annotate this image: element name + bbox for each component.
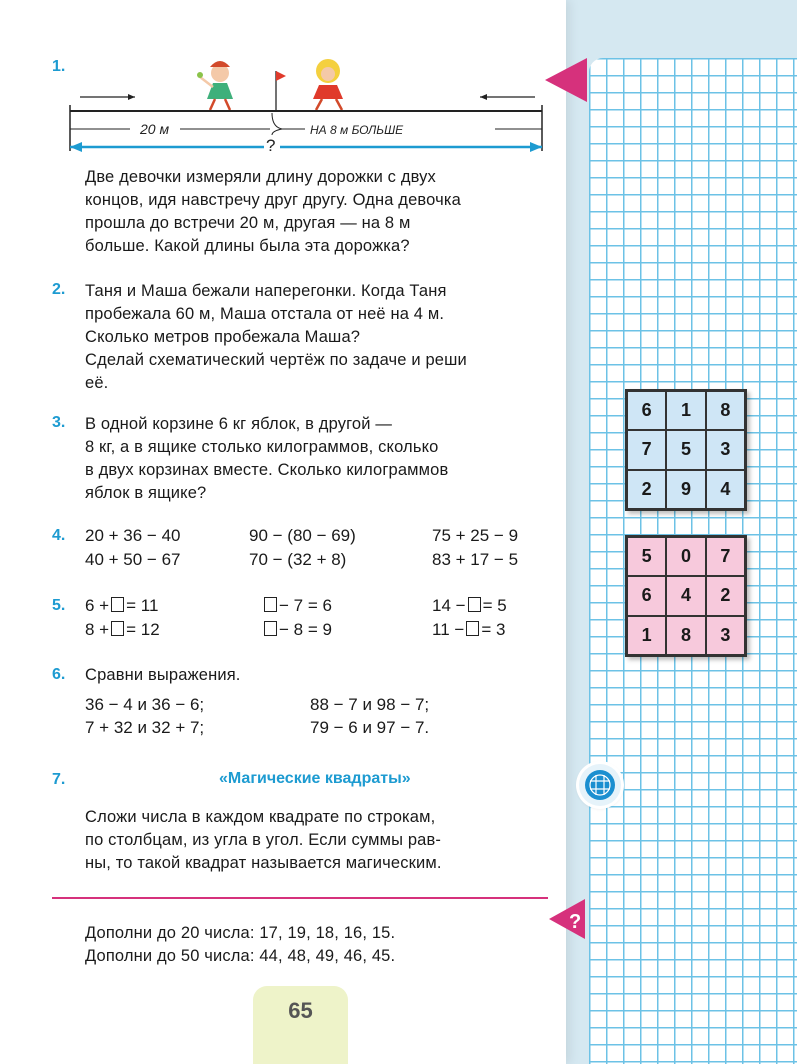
task2-line: пробежала 60 м, Маша отстала от неё на 4 м. [85,305,445,323]
magic-cell: 6 [627,576,666,615]
equation: − 8 = 9 [262,620,332,640]
magic-square-blue [625,389,747,511]
expression: 20 + 36 − 40 [85,526,181,545]
magic-cell: 8 [706,391,745,430]
magic-cell: 6 [627,391,666,430]
blank-box [468,597,481,612]
task3-line: В одной корзине 6 кг яблок, в другой — [85,415,393,433]
extra-line: Дополни до 50 числа: 44, 48, 49, 46, 45. [85,947,396,965]
equation: 14 − = 5 [432,596,507,615]
task-number: 7. [52,771,66,788]
magic-cell: 1 [627,616,666,655]
magic-cell: 9 [666,470,705,509]
diagram-right-label: НА 8 м БОЛЬШЕ [310,123,404,137]
magic-cell: 2 [627,470,666,509]
blank-box [111,597,124,612]
task1-line: Две девочки измеряли длину дорожки с двух [85,168,436,186]
task1-diagram [60,55,550,155]
magic-cell: 1 [666,391,705,430]
magic-cell: 3 [706,430,745,469]
globe-icon[interactable] [579,764,621,806]
task3-line: в двух корзинах вместе. Сколько килограммов [85,461,449,479]
blank-box [111,621,124,636]
girl-left-illustration [197,61,233,110]
blank-box [264,597,277,612]
task-number: 5. [52,597,66,614]
task-number: 4. [52,527,66,544]
expression: 75 + 25 − 9 [432,526,519,545]
task-number: 3. [52,414,66,431]
task-number: 6. [52,666,66,683]
task-number: 2. [52,281,66,298]
diagram-left-label: 20 м [140,121,170,137]
comparison: 36 − 4 и 36 − 6; [85,695,205,714]
task1-line: концов, идя навстречу друг другу. Одна девочка [85,191,461,209]
task2-line: Сделай схематический чертёж по задаче и реши [85,351,467,369]
comparison: 88 − 7 и 98 − 7; [310,695,430,714]
magic-cell: 7 [706,537,745,576]
equation: − 7 = 6 [262,596,332,616]
task1-line: прошла до встречи 20 м, другая — на 8 м [85,214,411,232]
blank-box [264,621,277,636]
flag-icon [276,71,286,111]
task2-line: Сколько метров пробежала Маша? [85,328,361,346]
task6-heading: Сравни выражения. [85,666,241,684]
blank-box [466,621,479,636]
task-number: 1. [52,58,66,75]
equation: 6 + = 11 [85,596,159,615]
task3-line: 8 кг, а в ящике столько килограммов, сколько [85,438,439,456]
comparison: 7 + 32 и 32 + 7; [85,718,205,737]
globe-grid-icon [585,770,615,800]
magic-cell: 4 [666,576,705,615]
svg-text:?: ? [569,911,582,933]
task7-line: по столбцам, из угла в угол. Если суммы рав- [85,831,442,849]
magic-cell: 0 [666,537,705,576]
task7-line: ны, то такой квадрат называется магическим. [85,854,442,872]
task7-line: Сложи числа в каждом квадрате по строкам, [85,808,436,826]
magic-cell: 3 [706,616,745,655]
expression: 83 + 17 − 5 [432,550,519,569]
triangle-marker-icon [545,58,587,102]
page-number: 65 [253,986,348,1064]
comparison: 79 − 6 и 97 − 7. [310,718,430,737]
equation: 11 − = 3 [432,620,506,639]
question-icon [545,897,591,941]
task2-line: её. [85,374,109,392]
task7-title: «Магические квадраты» [219,770,411,787]
magic-cell: 5 [666,430,705,469]
expression: 70 − (32 + 8) [249,550,347,569]
diagram-question: ? [266,136,276,155]
equation: 8 + = 12 [85,620,160,639]
task2-line: Таня и Маша бежали наперегонки. Когда Таня [85,282,447,300]
magic-cell: 4 [706,470,745,509]
task1-line: больше. Какой длины была эта дорожка? [85,237,410,255]
section-divider [52,897,548,899]
expression: 40 + 50 − 67 [85,550,181,569]
magic-square-pink [625,535,747,657]
magic-cell: 7 [627,430,666,469]
extra-line: Дополни до 20 числа: 17, 19, 18, 16, 15. [85,924,396,942]
girl-right-illustration [313,59,343,110]
magic-cell: 8 [666,616,705,655]
expression: 90 − (80 − 69) [249,526,356,545]
magic-cell: 5 [627,537,666,576]
magic-cell: 2 [706,576,745,615]
task3-line: яблок в ящике? [85,484,207,502]
